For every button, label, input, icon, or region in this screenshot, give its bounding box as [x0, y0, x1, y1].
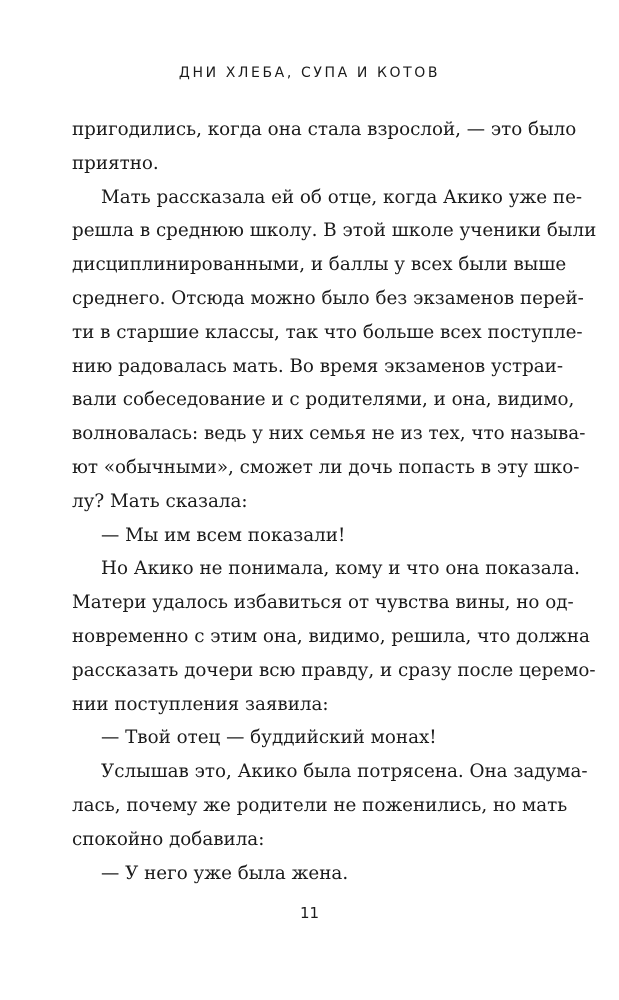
text-line: среднего. Отсюда можно было без экзаменов перей-	[72, 287, 584, 309]
text-line: нию радовалась мать. Во время экзаменов устраи-	[72, 355, 564, 377]
text-line: нии поступления заявила:	[72, 693, 329, 715]
text-line: вали собеседование и с родителями, и она, видимо,	[72, 389, 575, 411]
text-line: лу? Мать сказала:	[72, 490, 248, 512]
text-line: ют «обычными», сможет ли дочь попасть в эту шко-	[72, 456, 580, 478]
page-number: 11	[299, 904, 320, 922]
text-line: спокойно добавила:	[72, 828, 265, 850]
text-line: Но Акико не понимала, кому и что она показала.	[101, 558, 580, 580]
running-header: ДНИ ХЛЕБА, СУПА И КОТОВ	[178, 65, 441, 81]
text-line: Услышав это, Акико была потрясена. Она задума-	[101, 761, 588, 783]
text-line: решла в среднюю школу. В этой школе ученики были	[72, 220, 597, 242]
text-line: — У него уже была жена.	[101, 862, 349, 884]
body-text	[72, 113, 597, 890]
text-line: рассказать дочери всю правду, и сразу после церемо-	[72, 659, 596, 681]
text-line: Мать рассказала ей об отце, когда Акико уже пе-	[101, 186, 583, 208]
text-line: новременно с этим она, видимо, решила, что должна	[72, 625, 590, 647]
text-line: лась, почему же родители не поженились, но мать	[72, 794, 568, 816]
text-line: пригодились, когда она стала взрослой, — это было	[72, 119, 577, 140]
text-line: волновалась: ведь у них семья не из тех, что называ-	[72, 423, 586, 445]
text-line: приятно.	[72, 152, 159, 174]
text-line: Матери удалось избавиться от чувства вины, но од-	[72, 592, 574, 614]
text-line: — Мы им всем показали!	[101, 524, 346, 546]
text-line: — Твой отец — буддийский монах!	[101, 727, 437, 749]
text-line: ти в старшие классы, так что больше всех поступле-	[72, 321, 583, 343]
text-line: дисциплинированными, и баллы у всех были выше	[72, 254, 567, 276]
